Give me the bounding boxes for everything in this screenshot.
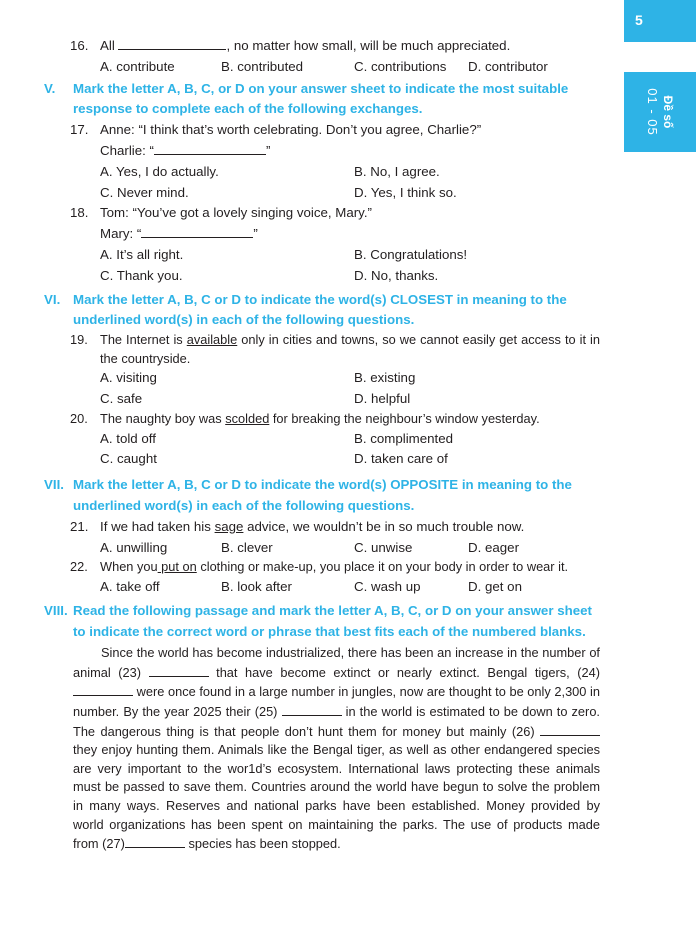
- option-a: A. Yes, I do actually.: [100, 163, 219, 179]
- side-tab-title: Đề số: [661, 95, 675, 129]
- option-d: D. eager: [468, 539, 519, 555]
- question-16: [44, 36, 600, 57]
- underlined-word: put on: [157, 559, 197, 575]
- option-b: B. clever: [221, 539, 273, 555]
- passage-text: that have become extinct or nearly extinct. Bengal tigers, (24): [208, 664, 600, 680]
- option-d: D. Yes, I think so.: [354, 184, 457, 200]
- passage-text: Since the world has become industrialized, there has been an increase in the number of animal (23): [73, 645, 600, 680]
- passage-text: in the world is estimated to be down to zero. The dangerous thing is that people don’t hunt them for money but mainly (26): [73, 704, 600, 739]
- option-a: A. It’s all right.: [100, 246, 184, 262]
- passage-text: they enjoy hunting them. Animals like the Bengal tiger, as well as other endangered species are very important to the wor1d’s ecosystem. International laws protecting these animals must be passed to save them. Countries around the world have begun to solve the problem in many ways. Reserves and national parks have been established. Money provided by world organizations has been spent on maintaining the parks. The use of products made from (27): [73, 742, 600, 852]
- option-a: A. visiting: [100, 370, 157, 386]
- section-side-tab: [624, 72, 696, 152]
- section-instruction: Mark the letter A, B, C, or D on your answer sheet to indicate the most suitable response to complete each of the following exchanges.: [73, 80, 569, 117]
- section-instruction: Mark the letter A, B, C or D to indicate the word(s) CLOSEST in meaning to the underlined word(s) in each of the following questions.: [73, 291, 567, 328]
- page-number-tab: [624, 0, 696, 42]
- blank-26: [540, 722, 600, 736]
- question-number: 21.: [70, 518, 89, 534]
- blank-24: [73, 682, 133, 696]
- section-instruction: Read the following passage and mark the letter A, B, C, or D on your answer sheet to indicate the correct word or phrase that best fits each of the numbered blanks.: [73, 602, 592, 639]
- option-d: D. No, thanks.: [354, 267, 439, 283]
- side-tab-range: 01 - 05: [645, 88, 660, 136]
- option-c: C. caught: [100, 451, 157, 467]
- section-number: VI.: [44, 291, 61, 307]
- section-viii-heading: [44, 601, 600, 643]
- question-text: All: [100, 38, 115, 53]
- option-d: D. contributor: [468, 58, 548, 74]
- options-20-row1: [44, 429, 600, 450]
- question-text: Tom: “You’ve got a lovely singing voice, Mary.”: [100, 205, 372, 221]
- question-text: If we had taken his: [100, 518, 215, 534]
- options-19-row2: [44, 389, 600, 410]
- section-number: V.: [44, 80, 56, 96]
- question-text: The Internet is: [100, 332, 187, 348]
- option-b: B. look after: [221, 578, 292, 594]
- options-21: [44, 538, 600, 559]
- page-number: 5: [635, 12, 643, 28]
- underlined-word: available: [186, 332, 238, 348]
- question-19: [44, 331, 600, 368]
- option-b: B. complimented: [354, 430, 454, 446]
- question-text: clothing or make-up, you place it on your body in order to wear it.: [196, 559, 569, 575]
- option-d: D. get on: [468, 578, 522, 594]
- option-d: D. taken care of: [354, 451, 448, 467]
- section-instruction: Mark the letter A, B, C or D to indicate the word(s) OPPOSITE in meaning to the underlined word(s) in each of the following questions.: [73, 477, 572, 513]
- passage-text: were once found in a large number in jungles, now are thought to be only 2,300 in number. By the year 2025 their (25): [73, 684, 600, 720]
- blank-25: [282, 702, 342, 716]
- passage-paragraph: [73, 644, 600, 854]
- question-text: Anne: “I think that’s worth celebrating. Don’t you agree, Charlie?”: [100, 122, 482, 138]
- answer-blank: [118, 36, 226, 50]
- question-21: [44, 517, 600, 538]
- option-d: D. helpful: [354, 391, 411, 407]
- options-22: [44, 577, 600, 598]
- option-b: B. existing: [354, 370, 416, 386]
- section-v-heading: [44, 79, 600, 121]
- section-vi-heading: [44, 290, 600, 332]
- option-a: A. contribute: [100, 58, 175, 74]
- question-text: When you: [100, 559, 158, 575]
- closing-quote: ”: [265, 142, 271, 158]
- option-a: A. told off: [100, 430, 156, 446]
- options-19-row1: [44, 368, 600, 389]
- question-number: 22.: [70, 559, 88, 575]
- question-number: 20.: [70, 410, 88, 426]
- options-18-row1: [44, 245, 600, 266]
- question-number: 19.: [70, 332, 88, 348]
- question-18: [44, 203, 600, 224]
- question-number: 16.: [70, 38, 89, 53]
- question-17-response: [44, 141, 600, 162]
- options-18-row2: [44, 266, 600, 287]
- reading-passage: [44, 644, 600, 854]
- answer-blank: [154, 141, 266, 155]
- question-text: only in cities and towns, so we cannot easily get access to it in the countryside.: [100, 332, 600, 366]
- option-b: B. contributed: [221, 58, 304, 74]
- answer-blank: [141, 224, 253, 238]
- options-17-row2: [44, 183, 600, 204]
- question-18-response: [44, 224, 600, 245]
- option-c: C. safe: [100, 391, 143, 407]
- exam-content: [44, 36, 600, 854]
- question-text: , no matter how small, will be much appreciated.: [226, 38, 511, 53]
- question-20: [44, 410, 600, 429]
- blank-23: [149, 663, 209, 677]
- speaker-label: Mary: “: [100, 226, 142, 242]
- option-b: B. Congratulations!: [354, 246, 468, 262]
- option-c: C. Thank you.: [100, 267, 183, 283]
- option-b: B. No, I agree.: [354, 163, 440, 179]
- speaker-label: Charlie: “: [100, 142, 154, 158]
- option-c: C. wash up: [354, 578, 421, 594]
- option-c: C. contributions: [354, 58, 447, 74]
- options-17-row1: [44, 162, 600, 183]
- blank-27: [125, 834, 185, 848]
- option-a: A. unwilling: [100, 539, 168, 555]
- options-20-row2: [44, 449, 600, 470]
- question-text: for breaking the neighbour’s window yesterday.: [269, 410, 540, 426]
- question-22: [44, 558, 600, 577]
- question-number: 17.: [70, 122, 89, 138]
- question-17: [44, 120, 600, 141]
- options-16: [44, 57, 600, 78]
- question-text: The naughty boy was: [100, 410, 226, 426]
- section-number: VIII.: [44, 602, 68, 618]
- passage-text: species has been stopped.: [184, 836, 341, 852]
- option-c: C. unwise: [354, 539, 413, 555]
- underlined-word: scolded: [225, 410, 270, 426]
- option-a: A. take off: [100, 578, 160, 594]
- option-c: C. Never mind.: [100, 184, 189, 200]
- question-number: 18.: [70, 205, 89, 221]
- question-text: advice, we wouldn’t be in so much trouble now.: [243, 518, 525, 534]
- underlined-word: sage: [214, 518, 244, 534]
- section-number: VII.: [44, 477, 64, 493]
- section-vii-heading: [44, 475, 600, 517]
- closing-quote: ”: [253, 226, 258, 242]
